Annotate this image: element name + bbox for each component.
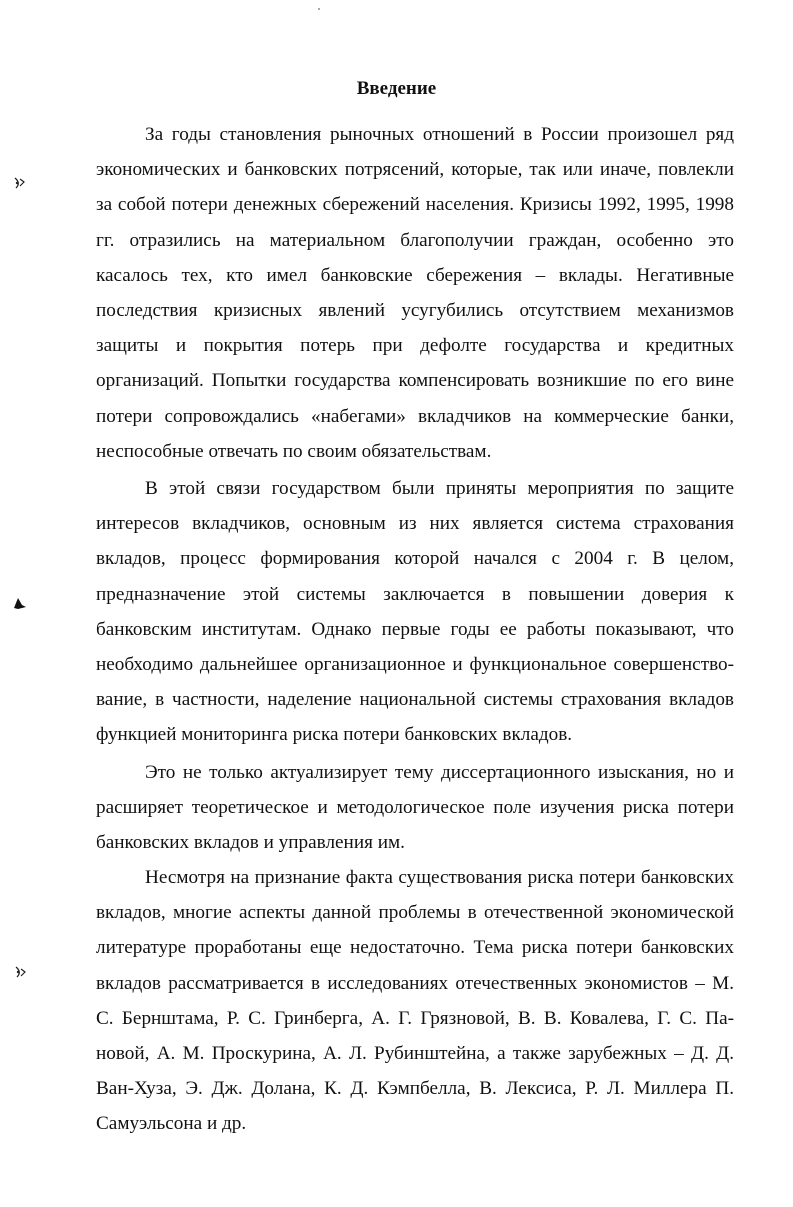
binding-hole-mark-icon — [12, 965, 28, 979]
paragraph-3: Это не только актуализирует тему диссертационного изыскания, но и расширяет теоретическое и методологическое поле изучения риска потери банковских вкладов и управления им. — [96, 762, 734, 854]
page-title: Введение — [356, 78, 437, 99]
binding-hole-mark-icon — [12, 176, 28, 190]
paragraph-1: За годы становления рыночных отношений в России произошел ряд экономических и банковских потрясений, которые, так или иначе, повлекли за собой потери денежных сбережений населения. Кризисы 1992, 1995, 1998 гг. отразились на материальном благополучии граждан, особенно это касалось тех, кто имел банковские сбережения – вклады. Негативные последствия кризисных явлений усугубились отсутствием механизмов защиты и покрытия потерь при дефолте государства и кредитных организаций. Попытки государства компенсировать возникшие по его вине потери сопровождались «набегами» вкладчиков на коммерческие банки, неспособные отвечать по своим обязательствам. — [96, 124, 734, 462]
binding-hole-mark-icon — [12, 596, 28, 610]
scan-speck — [318, 8, 320, 10]
paragraph-2: В этой связи государством были приняты мероприятия по защите интересов вкладчиков, основным из них является система страхования вкладов, процесс формирования которой начался с 2004 г. В целом, предназначение этой системы заключается в повышении доверия к банковским институтам. Однако первые годы ее работы показывают, что необходимо дальнейшее организационное и функциональное совершенствование, в частности, наделение национальной системы страхования вкладов функцией мониторинга риска потери банковских вкладов. — [96, 478, 734, 746]
paragraph-4: Несмотря на признание факта существования риска потери банковских вкладов, многие аспекты данной проблемы в отечественной экономической литературе проработаны еще недостаточно. Тема риска потери банковских вкладов рассматривается в исследованиях отечественных экономистов – М. С. Бернштама, Р. С. Гринберга, А. Г. Грязновой, В. В. Ковалева, Г. С. Пановой, А. М. Проскурина, А. Л. Рубинштейна, а также зарубежных – Д. Д. Ван-Хуза, Э. Дж. Долана, К. Д. Кэмпбелла, В. Лексиса, Р. Л. Миллера П. Самуэльсона и др. — [96, 867, 734, 1135]
